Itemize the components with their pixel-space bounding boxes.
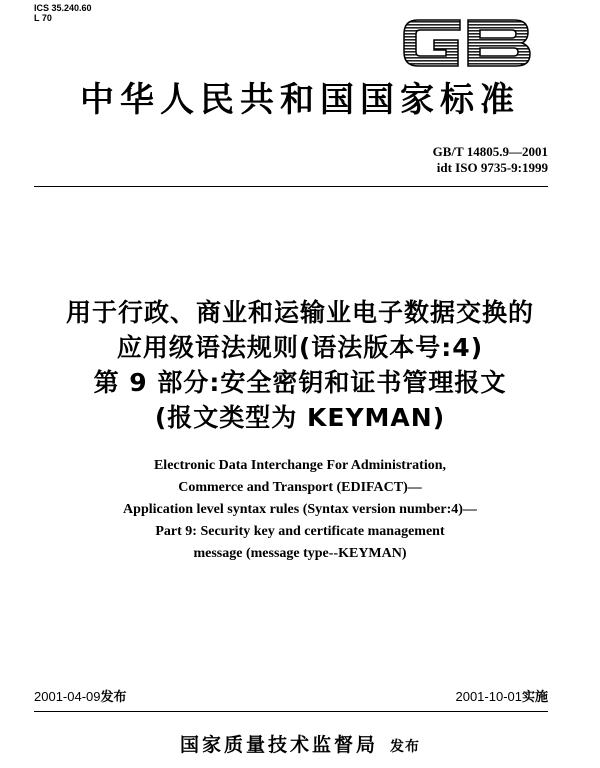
- issue-date: 2001-04-09: [34, 689, 101, 704]
- standard-number: GB/T 14805.9—2001: [432, 144, 548, 159]
- title-en-line-2: Commerce and Transport (EDIFACT)—: [178, 480, 422, 495]
- issue-label: 发布: [100, 690, 127, 705]
- bottom-divider: [34, 711, 548, 712]
- gb-logo: [396, 12, 536, 74]
- issuer-name: 国家质量技术监督局: [179, 734, 378, 756]
- title-cn-line-4: (报文类型为 KEYMAN): [154, 403, 446, 432]
- classification-codes: [34, 3, 92, 23]
- implement-date-block: [455, 688, 548, 707]
- issuer-line: [0, 733, 600, 759]
- ics-code: ICS 35.240.60: [34, 3, 92, 13]
- issue-date-block: [34, 688, 127, 707]
- issuer-suffix: 发布: [390, 739, 420, 755]
- implement-date: 2001-10-01: [455, 689, 522, 704]
- title-en-line-1: Electronic Data Interchange For Administration,: [153, 458, 447, 473]
- top-divider: [34, 186, 548, 187]
- title-cn-line-1: 用于行政、商业和运输业电子数据交换的: [65, 298, 534, 327]
- title-cn-line-3: 第 9 部分:安全密钥和证书管理报文: [93, 368, 507, 397]
- title-en-line-5: message (message type--KEYMAN): [193, 546, 407, 561]
- implement-label: 实施: [521, 690, 548, 705]
- title-en-line-4: Part 9: Security key and certificate management: [155, 524, 445, 539]
- ccs-code: L 70: [34, 13, 52, 23]
- title-cn-line-2: 应用级语法规则(语法版本号:4): [116, 333, 484, 362]
- standard-number-block: [330, 144, 548, 176]
- national-standard-title: 中华人民共和国国家标准: [80, 80, 520, 120]
- title-en-line-3: Application level syntax rules (Syntax version number:4)—: [123, 502, 477, 517]
- identical-to: idt ISO 9735-9:1999: [436, 160, 548, 175]
